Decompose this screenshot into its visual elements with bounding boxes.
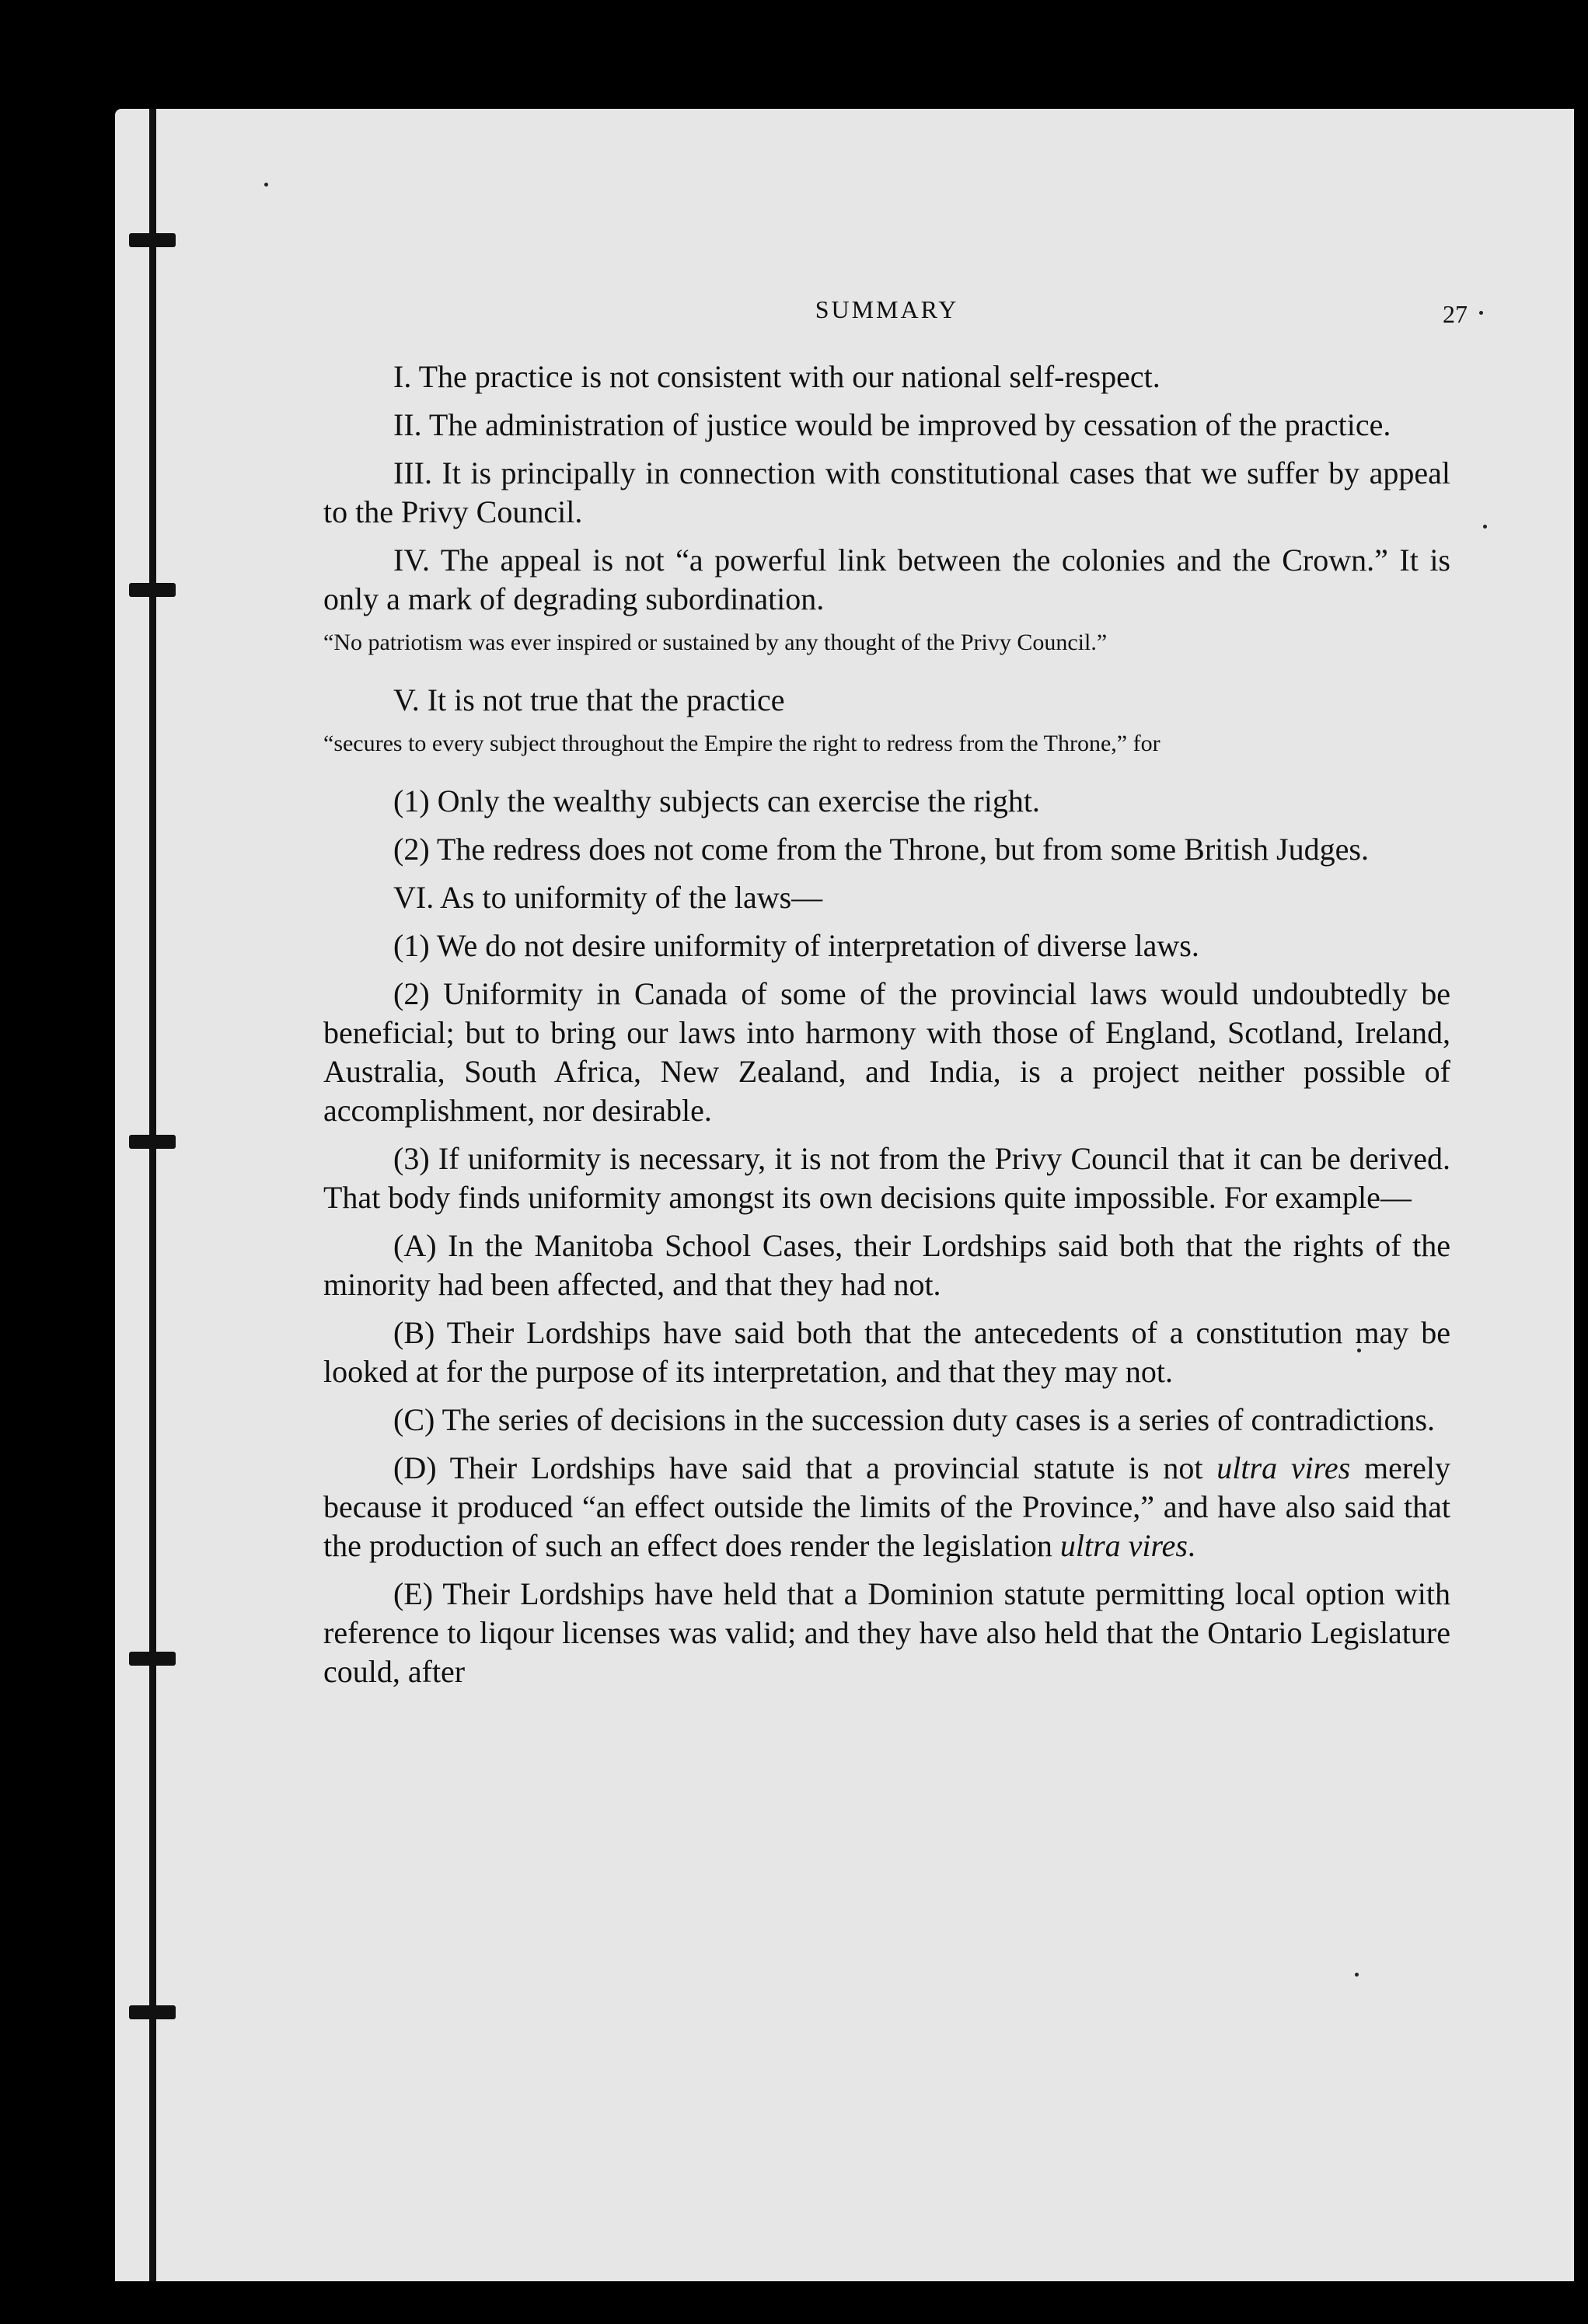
- paragraph-iv: IV. The appeal is not “a powerful link between the colonies and the Crown.” It is only a mark of degrading subordination.: [323, 543, 1450, 616]
- page: [115, 109, 1588, 2281]
- speck: [1479, 311, 1483, 315]
- paragraph-iii: III. It is principally in connection with constitutional cases that we suffer by appeal to the Privy Council.: [323, 455, 1450, 529]
- binding-tick: [129, 1652, 176, 1666]
- example-c: (C) The series of decisions in the succession duty cases is a series of contradictions.: [393, 1402, 1436, 1437]
- vi-point-3: (3) If uniformity is necessary, it is not from the Privy Council that it can be derived. That body finds uniformity amongst its own decisions quite impossible. For example—: [323, 1141, 1450, 1215]
- quote-empire-right: “secures to every subject throughout the Empire the right to redress from the Throne,” for: [323, 731, 1160, 756]
- speck: [264, 183, 268, 187]
- page-number: 27: [1443, 300, 1468, 328]
- paragraph-ii: II. The administration of justice would be improved by cessation of the practice.: [393, 407, 1391, 442]
- speck: [1483, 525, 1487, 529]
- v-point-2: (2) The redress does not come from the Throne, but from some British Judges.: [393, 832, 1369, 867]
- paragraph-i: I. The practice is not consistent with our national self-respect.: [393, 359, 1160, 394]
- binding-tick: [129, 583, 176, 597]
- example-d: [323, 1449, 1450, 1565]
- binding-tick: [129, 233, 176, 247]
- speck: [1355, 1973, 1359, 1977]
- example-b: (B) Their Lordships have said both that the antecedents of a constitution may be looked at for the purpose of its interpretation, and that they may not.: [323, 1315, 1450, 1389]
- v-point-1: (1) Only the wealthy subjects can exercise the right.: [393, 783, 1040, 818]
- vi-point-1: (1) We do not desire uniformity of interpretation of diverse laws.: [393, 928, 1199, 963]
- running-head: [323, 295, 1468, 358]
- example-e: (E) Their Lordships have held that a Dominion statute permitting local option with reference to liqour licenses was valid; and they have also held that the Ontario Legislature could, after: [323, 1576, 1450, 1689]
- page-text: [323, 295, 1468, 1701]
- paragraph-v: V. It is not true that the practice: [393, 682, 785, 717]
- quote-privy-council: “No patriotism was ever inspired or sustained by any thought of the Privy Council.”: [323, 630, 1108, 655]
- page-edge: [1574, 109, 1588, 2281]
- example-a: (A) In the Manitoba School Cases, their Lordships said both that the rights of the minority had been affected, and that they had not.: [323, 1228, 1450, 1302]
- vi-point-2: (2) Uniformity in Canada of some of the provincial laws would undoubtedly be beneficial; but to bring our laws into harmony with those of England, Scotland, Ireland, Australia, South Africa, New Zealand, and India, is a project neither possible of accomplishment, nor desirable.: [323, 976, 1450, 1128]
- binding-line: [149, 109, 156, 2281]
- running-title: SUMMARY: [815, 295, 959, 323]
- italic-ultra-vires: ultra vires: [1059, 1528, 1188, 1563]
- italic-ultra-vires: ultra vires: [1216, 1450, 1351, 1485]
- example-d-text: .: [1187, 1528, 1195, 1563]
- binding-tick: [129, 1135, 176, 1149]
- example-d-text: merely because it produced “an effect outside the limits of the Province,” and have also said that the production of such an effect does render the legislation: [323, 1450, 1451, 1563]
- paragraph-vi: VI. As to uniformity of the laws—: [393, 880, 823, 915]
- binding-tick: [129, 2005, 176, 2019]
- example-d-text: (D) Their Lordships have said that a provincial statute is not: [393, 1450, 1217, 1485]
